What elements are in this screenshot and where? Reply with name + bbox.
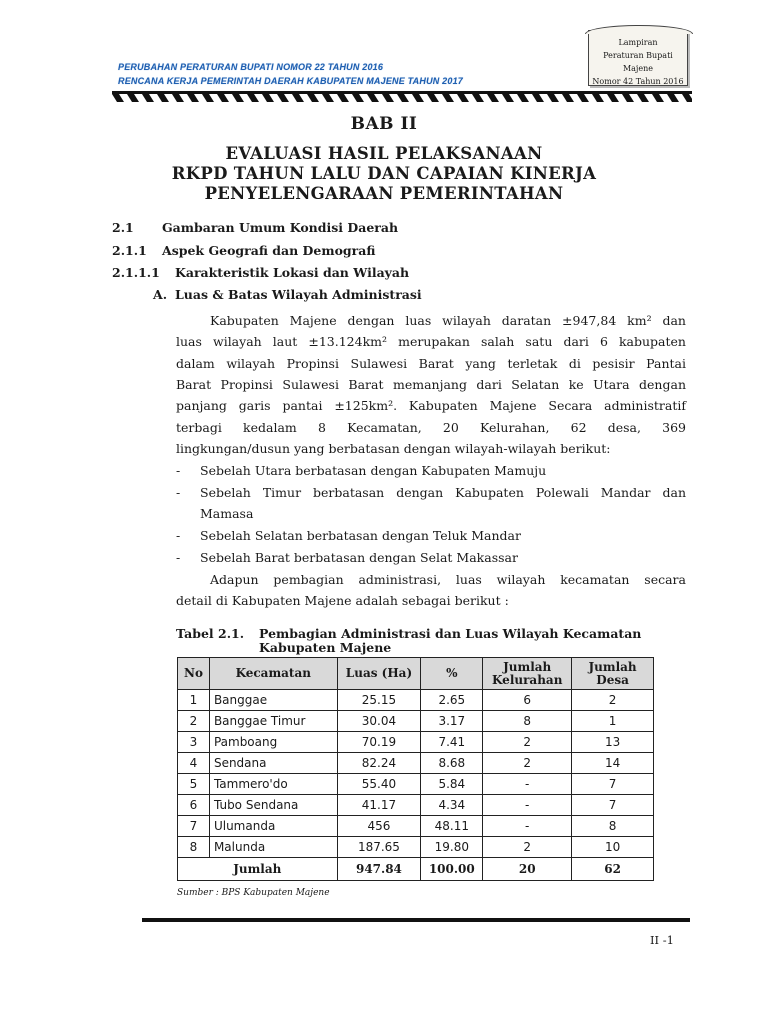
table-cell: 8.68 [421,753,483,774]
bullet-text: Sebelah Selatan berbatasan dengan Teluk Mandar [200,528,521,543]
table-cell: 100.00 [421,858,483,881]
zigzag-segment [532,94,544,102]
table-cell: 4 [178,753,210,774]
table-caption-line: Kabupaten Majene [259,640,392,655]
zigzag-segment [502,94,514,102]
table-cell: 7.41 [421,732,483,753]
table-cell: 3 [178,732,210,753]
table-cell: Sendana [209,753,337,774]
bullet-dash: - [176,485,181,500]
heading-text: Aspek Geografi dan Demografi [162,243,376,258]
table-cell: 3.17 [421,711,483,732]
bullet-text: Sebelah Timur berbatasan dengan Kabupaten Polewali Mandar dan [200,485,686,500]
table-cell: 1 [178,690,210,711]
zigzag-segment [442,94,454,102]
table-row [178,795,654,816]
table-cell: 8 [572,816,654,837]
table-cell: Pamboang [209,732,337,753]
zigzag-segment [667,94,679,102]
zigzag-segment [592,94,604,102]
table-cell: 2 [483,732,572,753]
table-cell: Banggae [209,690,337,711]
zigzag-segment [292,94,304,102]
heading-2-1 [112,220,399,235]
paragraph-line: Kabupaten Majene dengan luas wilayah daratan ±947,84 km² dan [210,313,686,328]
zigzag-segment [337,94,349,102]
table-cell: Banggae Timur [209,711,337,732]
header-zigzag-decoration [112,86,692,102]
table-source: Sumber : BPS Kabupaten Majene [177,888,330,898]
table-cell: 5 [178,774,210,795]
table-cell: 48.11 [421,816,483,837]
heading-2-1-1 [112,243,376,258]
table-cell: Malunda [209,837,337,858]
bullet-dash: - [176,550,181,565]
zigzag-segment [172,94,184,102]
table-row [178,690,654,711]
zigzag-segment [472,94,484,102]
section-title-line: RKPD TAHUN LALU DAN CAPAIAN KINERJA [171,164,597,183]
table-cell: 70.19 [337,732,421,753]
heading-text: Gambaran Umum Kondisi Daerah [162,220,399,235]
table-cell: 7 [178,816,210,837]
paragraph-line: lingkungan/dusun yang berbatasan dengan wilayah-wilayah berikut: [176,441,611,456]
table-cell: 2.65 [421,690,483,711]
lampiran-line: Peraturan Bupati Majene [603,51,673,73]
table-cell: 62 [572,858,654,881]
zigzag-segment [487,94,499,102]
footer-rule [142,918,690,922]
table-cell: 6 [483,690,572,711]
zigzag-segment [412,94,424,102]
zigzag-segment [622,94,634,102]
heading-text: Luas & Batas Wilayah Administrasi [175,287,422,302]
table-cell: 2 [178,711,210,732]
paragraph-line: Adapun pembagian administrasi, luas wilayah kecamatan secara [210,572,686,587]
zigzag-segment [607,94,619,102]
zigzag-segment [232,94,244,102]
zigzag-segment [637,94,649,102]
zigzag-segment [382,94,394,102]
table-cell: 2 [483,753,572,774]
zigzag-segment [352,94,364,102]
heading-text: Karakteristik Lokasi dan Wilayah [175,265,410,280]
paragraph-line: panjang garis pantai ±125km². Kabupaten Majene Secara administratif [176,398,686,413]
paragraph-line: dalam wilayah Propinsi Sulawesi Barat yang terletak di pesisir Pantai [176,356,686,371]
heading-2-1-1-1 [112,265,410,280]
table-row [178,816,654,837]
table-cell: Tammero'do [209,774,337,795]
paragraph-line: detail di Kabupaten Majene adalah sebagai berikut : [176,593,509,608]
column-header: Jumlah Kelurahan [483,658,572,690]
paragraph-line: terbagi kedalam 8 Kecamatan, 20 Kelurahan, 62 desa, 369 [176,420,686,435]
heading-a [153,287,422,302]
page-number: II -1 [650,933,674,947]
table-cell: 187.65 [337,837,421,858]
table-cell: 2 [572,690,654,711]
heading-number: A. [153,287,168,302]
lampiran-box [588,30,688,86]
zigzag-segment [517,94,529,102]
zigzag-segment [262,94,274,102]
table-cell: - [483,795,572,816]
zigzag-segment [457,94,469,102]
lampiran-line: Nomor 42 Tahun 2016 [592,77,684,86]
header-line-1: PERUBAHAN PERATURAN BUPATI NOMOR 22 TAHUN 2016 [118,62,384,72]
bullet-text: Sebelah Barat berbatasan dengan Selat Makassar [200,550,518,565]
zigzag-segment [157,94,169,102]
column-header: Luas (Ha) [337,658,421,690]
table-cell: 4.34 [421,795,483,816]
bullet-dash: - [176,528,181,543]
zigzag-segment [277,94,289,102]
table-cell: 1 [572,711,654,732]
table-cell: 8 [178,837,210,858]
zigzag-segment [577,94,589,102]
zigzag-segment [247,94,259,102]
zigzag-segment [202,94,214,102]
bullet-dash: - [176,463,181,478]
zigzag-segment [187,94,199,102]
zigzag-segment [112,94,124,102]
zigzag-segment [652,94,664,102]
total-label: Jumlah [178,858,338,881]
table-row [178,732,654,753]
table-cell: 13 [572,732,654,753]
table-cell: 20 [483,858,572,881]
paragraph-line: luas wilayah laut ±13.124km² merupakan salah satu dari 6 kabupaten [176,334,686,349]
table-cell: 6 [178,795,210,816]
table-header-row [178,658,654,690]
table-row [178,837,654,858]
table-cell: 82.24 [337,753,421,774]
table-cell: - [483,774,572,795]
table-total-row [178,858,654,881]
column-header: No [178,658,210,690]
table-cell: 10 [572,837,654,858]
paragraph-line: Barat Propinsi Sulawesi Barat memanjang dari Selatan ke Utara dengan [176,377,686,392]
zigzag-segment [322,94,334,102]
table-cell: 947.84 [337,858,421,881]
table-caption-label: Tabel 2.1. [176,626,245,641]
chapter-title: BAB II [350,114,418,134]
zigzag-segment [427,94,439,102]
table-row [178,774,654,795]
table-cell: 19.80 [421,837,483,858]
table-cell: 5.84 [421,774,483,795]
heading-number: 2.1 [112,220,134,235]
heading-number: 2.1.1 [112,243,147,258]
header-line-2: RENCANA KERJA PEMERINTAH DAERAH KABUPATEN MAJENE TAHUN 2017 [118,76,463,86]
section-title-line: PENYELENGARAAN PEMERINTAHAN [204,184,564,203]
zigzag-segment [682,94,692,102]
table-cell: 8 [483,711,572,732]
table-cell: 7 [572,795,654,816]
lampiran-line: Lampiran [618,38,658,47]
zigzag-segment [127,94,139,102]
column-header: % [421,658,483,690]
heading-number: 2.1.1.1 [112,265,160,280]
table-cell: 30.04 [337,711,421,732]
bullet-text: Sebelah Utara berbatasan dengan Kabupaten Mamuju [200,463,547,478]
zigzag-segment [142,94,154,102]
section-title-line: EVALUASI HASIL PELAKSANAAN [225,144,543,163]
kecamatan-table [177,657,654,881]
zigzag-segment [367,94,379,102]
column-header: Jumlah Desa [572,658,654,690]
table-cell: - [483,816,572,837]
table-cell: Tubo Sendana [209,795,337,816]
table-cell: 456 [337,816,421,837]
bullet-text: Mamasa [200,506,254,521]
table-cell: 2 [483,837,572,858]
table-row [178,711,654,732]
column-header: Kecamatan [209,658,337,690]
zigzag-segment [217,94,229,102]
table-cell: 14 [572,753,654,774]
table-cell: Ulumanda [209,816,337,837]
zigzag-segment [547,94,559,102]
table-row [178,753,654,774]
zigzag-segment [307,94,319,102]
table-cell: 25.15 [337,690,421,711]
table-caption-line: Pembagian Administrasi dan Luas Wilayah Kecamatan [259,626,642,641]
table-cell: 7 [572,774,654,795]
table-cell: 41.17 [337,795,421,816]
zigzag-segment [562,94,574,102]
zigzag-segment [397,94,409,102]
table-cell: 55.40 [337,774,421,795]
